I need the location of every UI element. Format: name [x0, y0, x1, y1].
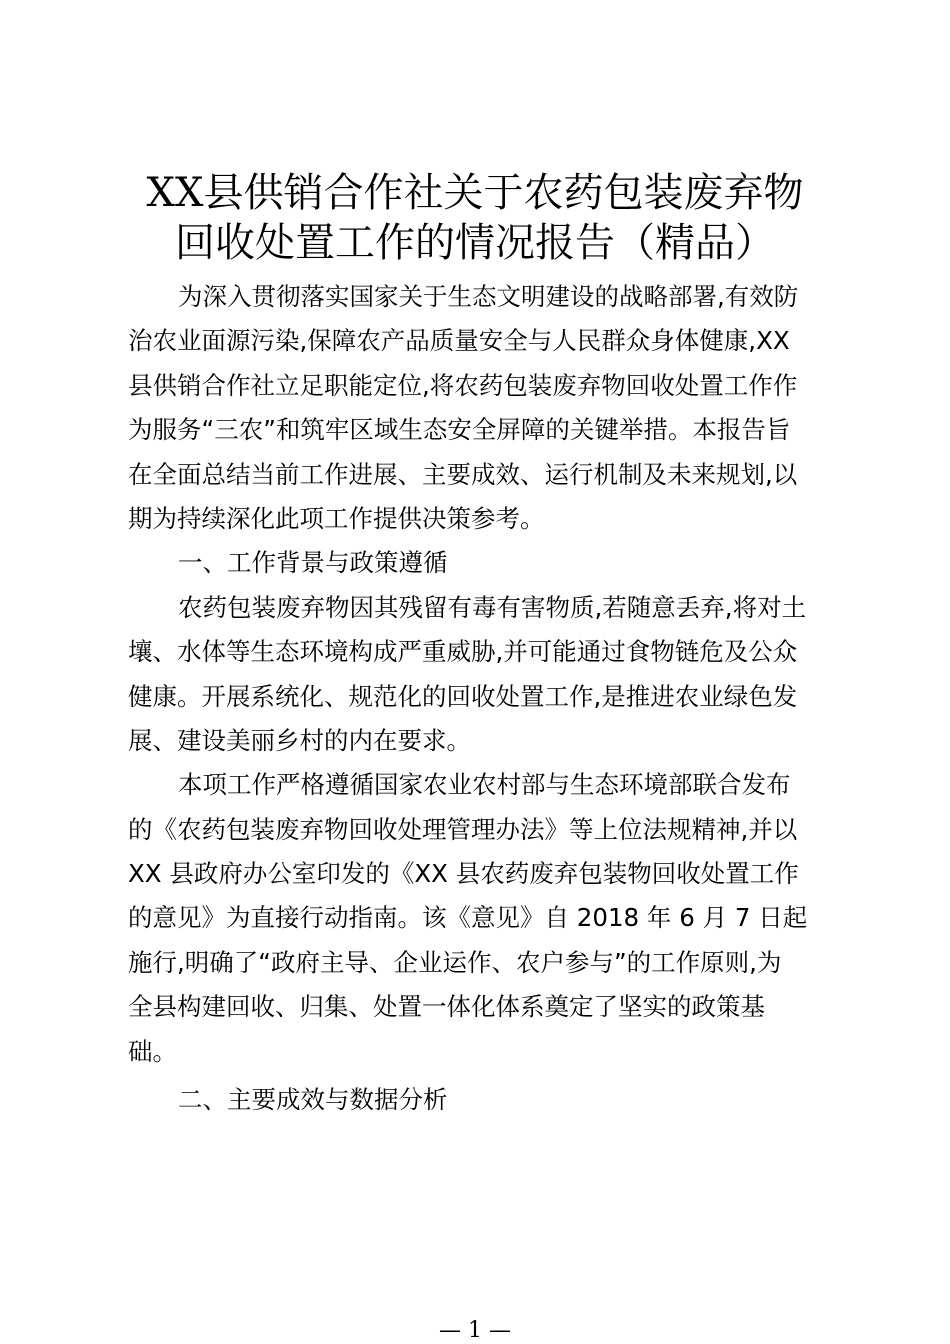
text-line: 县供销合作社立足职能定位,将农药包装废弃物回收处置工作作 [128, 370, 798, 400]
page-number: — 1 — [439, 1318, 511, 1343]
document-body [128, 275, 832, 1122]
text-line: 全县构建回收、归集、处置一体化体系奠定了坚实的政策基 [128, 992, 765, 1022]
text-line: 农药包装废弃物因其残留有毒有害物质,若随意丢弃,将对土 [178, 592, 807, 622]
title-line: XX县供销合作社关于农药包装废弃物 [146, 170, 804, 216]
text-line: 健康。开展系统化、规范化的回收处置工作,是推进农业绿色发 [128, 681, 798, 711]
text-line: 壤、水体等生态环境构成严重威胁,并可能通过食物链危及公众 [128, 637, 798, 667]
text-line: 施行,明确了“政府主导、企业运作、农户参与”的工作原则,为 [128, 947, 782, 977]
text-line: 二、主要成效与数据分析 [178, 1085, 448, 1115]
document-title [0, 168, 950, 268]
paragraph [128, 275, 832, 541]
paragraph [128, 763, 832, 1074]
section-heading [128, 541, 832, 585]
section-heading [128, 1078, 832, 1122]
text-line: 治农业面源污染,保障农产品质量安全与人民群众身体健康,XX [128, 326, 790, 356]
text-line: 期为持续深化此项工作提供决策参考。 [128, 503, 545, 533]
text-line: 本项工作严格遵循国家农业农村部与生态环境部联合发布 [178, 770, 791, 800]
title-line: 回收处置工作的情况报告（精品） [175, 220, 775, 266]
text-line: 一、工作背景与政策遵循 [178, 548, 448, 578]
text-line: XX 县政府办公室印发的《XX 县农药废弃包装物回收处置工作 [128, 859, 799, 889]
text-line: 在全面总结当前工作进展、主要成效、运行机制及未来规划,以 [128, 459, 798, 489]
text-line: 为服务“三农”和筑牢区域生态安全屏障的关键举措。本报告旨 [128, 415, 791, 445]
text-line: 的《农药包装废弃物回收处理管理办法》等上位法规精神,并以 [128, 814, 798, 844]
text-line: 础。 [128, 1036, 177, 1066]
text-line: 为深入贯彻落实国家关于生态文明建设的战略部署,有效防 [178, 282, 799, 311]
text-line: 的意见》为直接行动指南。该《意见》自 2018 年 6 月 7 日起 [128, 903, 808, 933]
paragraph [128, 586, 832, 764]
text-line: 展、建设美丽乡村的内在要求。 [128, 725, 471, 755]
